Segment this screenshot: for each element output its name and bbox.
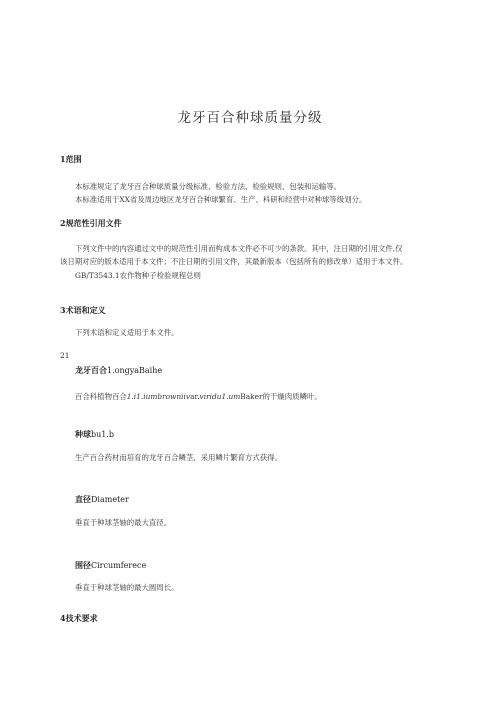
- term-3-chinese: 直径: [75, 494, 91, 504]
- section-3-heading: 3术语和定义: [60, 305, 106, 315]
- section-2-heading: 2规范性引用文件: [60, 218, 122, 228]
- term-4: [75, 560, 146, 571]
- section-1-heading: 1范围: [60, 154, 82, 164]
- term-1: [75, 365, 162, 376]
- section-2-reference: GB/T3543.1农作物种子检验规程总则: [75, 271, 201, 280]
- term-3-definition: 垂直于种球茎轴的最大直径。: [75, 518, 172, 527]
- section-3-intro: 下列术语和定义适用于本文件。: [75, 328, 179, 337]
- section-1-paragraph-2: 本标准适用于XX省及周边地区龙牙百合种球繁育、生产、科研和经营中对种球等级划分。: [75, 195, 367, 204]
- term-2-chinese: 种球: [75, 429, 91, 439]
- term-3-english: Diameter: [91, 495, 129, 504]
- document-title: 龙牙百合种球质量分级: [177, 110, 323, 126]
- term-3: [75, 494, 129, 505]
- section-1-paragraph-1: 本标准规定了龙牙百合种球质量分级标准、检验方法、检验规则、包装和运输等。: [75, 182, 342, 191]
- term-2-english: bu1.b: [91, 430, 115, 439]
- clause-number: 21: [60, 351, 70, 360]
- term-1-chinese: 龙牙百合: [75, 365, 107, 375]
- term-2-definition: 生产百合药材而培育的龙牙百合鳞茎，采用鳞片繁育方式获得。: [75, 453, 282, 462]
- term-4-definition: 垂直于种球茎轴的最大圆周长。: [75, 583, 179, 592]
- section-4-heading: 4技术要求: [60, 613, 98, 623]
- section-2-paragraph-1-line-2: 该日期对应的版本适用于本文件；不注日期的引用文件，其最新版本（包括所有的修改单）适用于本文件。: [60, 257, 408, 266]
- term-1-definition: 百合科植物百合1.i1.iumbrowniivar.viridu1.umBaker的干燥肉质鳞叶。: [75, 392, 322, 401]
- term-2: [75, 429, 114, 440]
- term-4-english: Circumferece: [91, 561, 147, 570]
- term-4-chinese: 围径: [75, 560, 91, 570]
- section-2-paragraph-1-line-1: 下列文件中的内容通过文中的规范性引用而构成本文件必不可少的条款。其中，注日期的引用文件,仅: [75, 244, 403, 253]
- term-1-english: 1.ongyaBaihe: [107, 366, 163, 375]
